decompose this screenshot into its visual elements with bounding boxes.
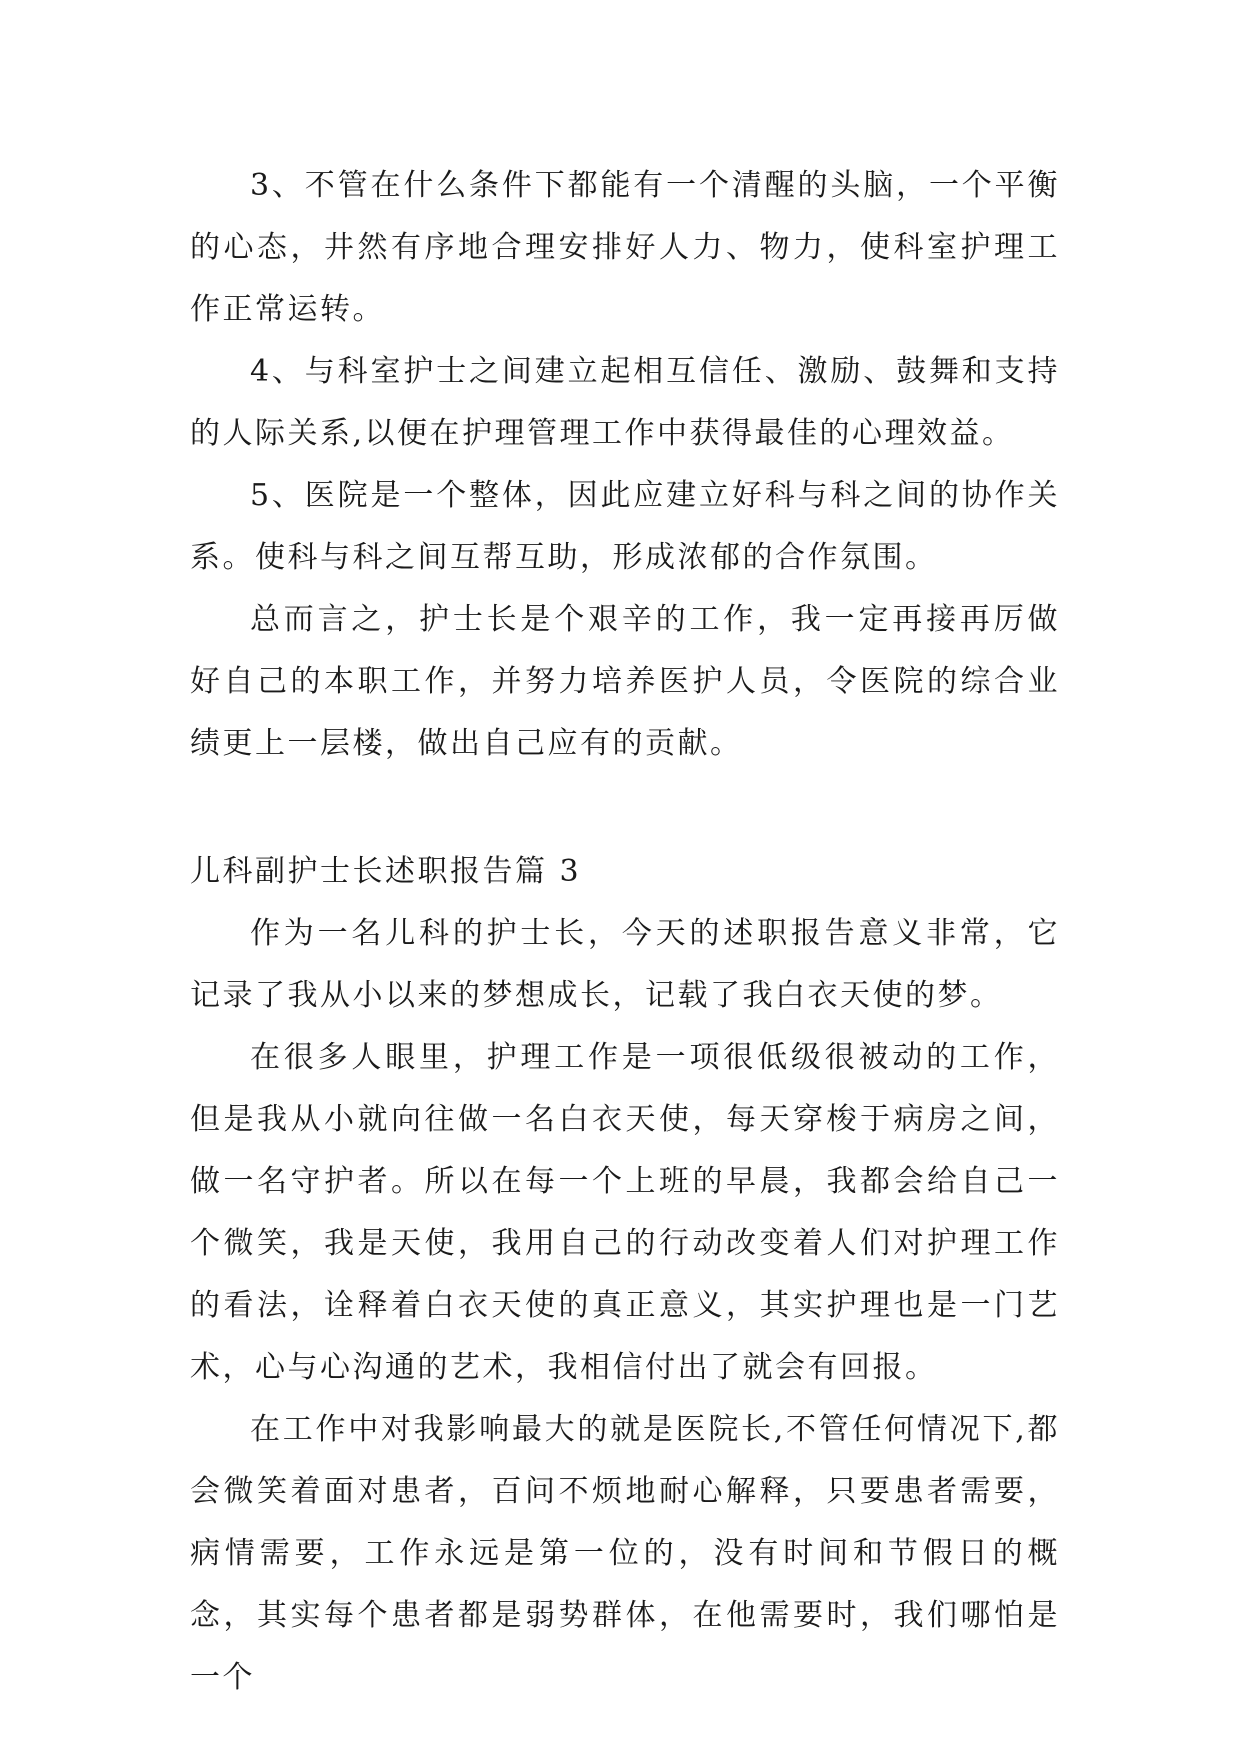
paragraph-body: 在工作中对我影响最大的就是医院长,不管任何情况下,都会微笑着面对患者，百问不烦地耐心解释，只要患者需要，病情需要，工作永远是第一位的，没有时间和节假日的概念，其实每个患者都是弱势群体，在他需要时，我们哪怕是一个 (190, 1412, 1060, 1695)
document-body (190, 155, 1060, 1709)
paragraph-summary: 总而言之，护士长是个艰辛的工作，我一定再接再厉做好自己的本职工作，并努力培养医护人员，令医院的综合业绩更上一层楼，做出自己应有的贡献。 (190, 602, 1060, 761)
paragraph-item-4: 4、与科室护士之间建立起相互信任、激励、鼓舞和支持的人际关系,以便在护理管理工作中获得最佳的心理效益。 (190, 354, 1060, 451)
paragraph-body: 在很多人眼里，护理工作是一项很低级很被动的工作，但是我从小就向往做一名白衣天使，每天穿梭于病房之间，做一名守护者。所以在每一个上班的早晨，我都会给自己一个微笑，我是天使，我用自己的行动改变着人们对护理工作的看法，诠释着白衣天使的真正意义，其实护理也是一门艺术，心与心沟通的艺术，我相信付出了就会有回报。 (190, 1040, 1060, 1385)
paragraph-item-3: 3、不管在什么条件下都能有一个清醒的头脑，一个平衡的心态，井然有序地合理安排好人力、物力，使科室护理工作正常运转。 (190, 168, 1060, 327)
paragraph-item-5: 5、医院是一个整体，因此应建立好科与科之间的协作关系。使科与科之间互帮互助，形成浓郁的合作氛围。 (190, 478, 1060, 575)
paragraph-intro: 作为一名儿科的护士长，今天的述职报告意义非常，它记录了我从小以来的梦想成长，记载了我白衣天使的梦。 (190, 916, 1060, 1013)
section-heading: 儿科副护士长述职报告篇 3 (190, 854, 582, 889)
